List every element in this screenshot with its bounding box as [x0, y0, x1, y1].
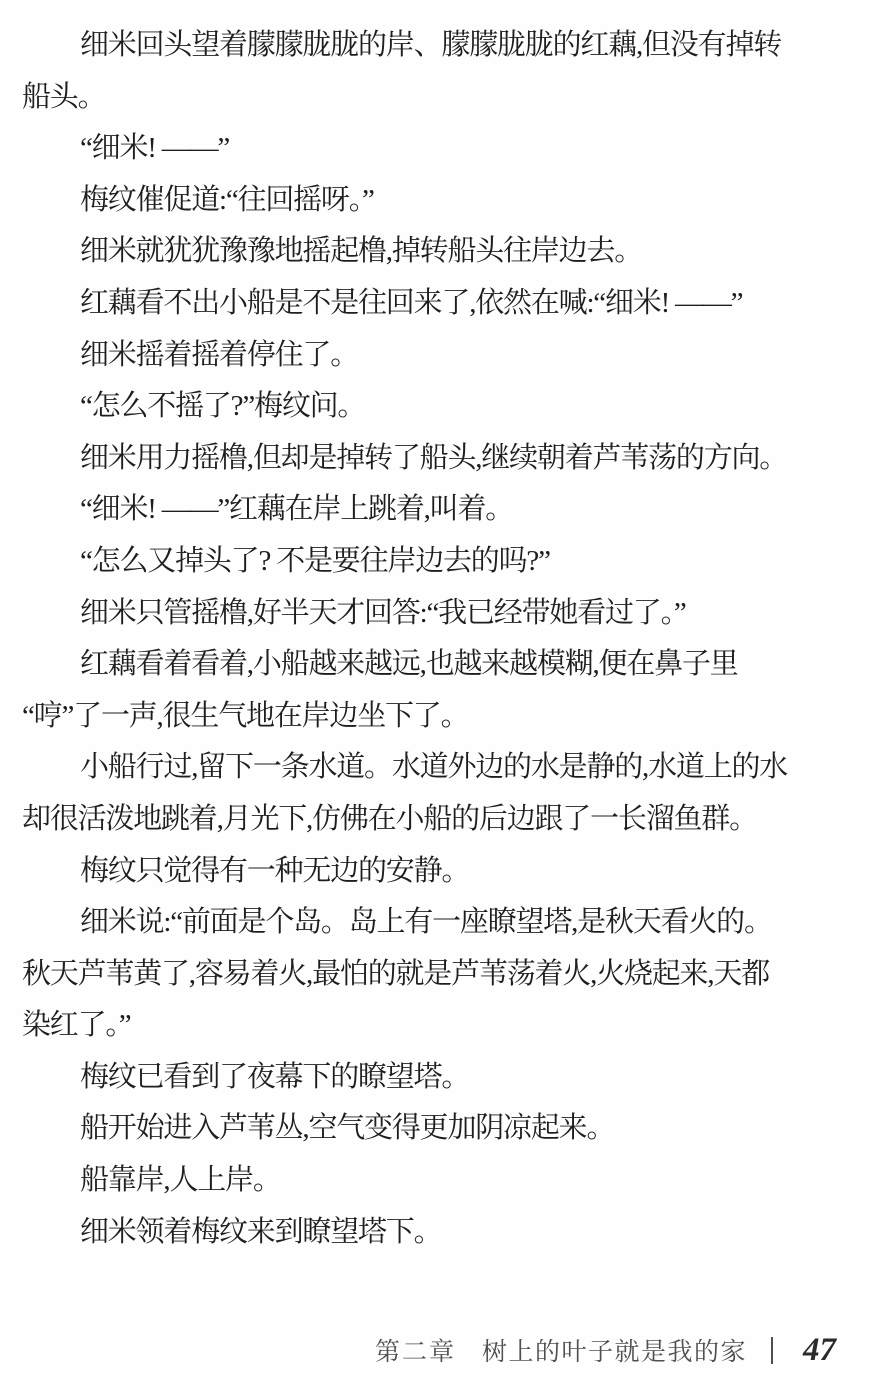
text-line: “怎么又掉头了? 不是要往岸边去的吗?”	[80, 544, 550, 577]
page-footer	[375, 1328, 836, 1372]
text-line: 梅纹只觉得有一种无边的安静。	[80, 854, 470, 887]
text-line: 船头。	[22, 80, 106, 113]
text-line: 细米摇着摇着停住了。	[80, 338, 359, 371]
text-line: “细米! ——”红藕在岸上跳着,叫着。	[80, 493, 514, 526]
page-number: 47	[803, 1331, 836, 1368]
text-line: 却很活泼地跳着,月光下,仿佛在小船的后边跟了一长溜鱼群。	[22, 802, 757, 835]
text-block	[22, 20, 848, 1258]
text-line: 细米就犹犹豫豫地摇起橹,掉转船头往岸边去。	[80, 235, 643, 268]
text-line: 船靠岸,人上岸。	[80, 1164, 281, 1197]
text-line: 梅纹催促道:“往回摇呀。”	[80, 183, 374, 216]
text-line: 染红了。”	[22, 1009, 131, 1042]
text-line: “怎么不摇了?”梅纹问。	[80, 390, 366, 423]
text-line: “细米! ——”	[80, 132, 230, 165]
text-line: 梅纹已看到了夜幕下的瞭望塔。	[80, 1060, 470, 1093]
running-title: 树上的叶子就是我的家	[481, 1338, 747, 1366]
footer-separator-bar	[771, 1337, 773, 1364]
text-line: 小船行过,留下一条水道。水道外边的水是静的,水道上的水	[80, 751, 788, 784]
text-line: 船开始进入芦苇丛,空气变得更加阴凉起来。	[80, 1112, 615, 1145]
text-line: 秋天芦苇黄了,容易着火,最怕的就是芦苇荡着火,火烧起来,天都	[22, 957, 770, 990]
text-line: 细米只管摇橹,好半天才回答:“我已经带她看过了。”	[80, 596, 686, 629]
chapter-label: 第二章	[374, 1338, 456, 1366]
text-line: 红藕看着看着,小船越来越远,也越来越模糊,便在鼻子里	[80, 648, 738, 681]
text-line: 细米说:“前面是个岛。岛上有一座瞭望塔,是秋天看火的。	[80, 906, 772, 939]
text-line: “哼”了一声,很生气地在岸边坐下了。	[22, 699, 469, 732]
text-line: 细米回头望着朦朦胧胧的岸、朦朦胧胧的红藕,但没有掉转	[80, 29, 782, 61]
text-line: 细米用力摇橹,但却是掉转了船头,继续朝着芦苇荡的方向。	[80, 441, 788, 474]
text-line: 红藕看不出小船是不是往回来了,依然在喊:“细米! ——”	[80, 286, 743, 319]
text-line: 细米领着梅纹来到瞭望塔下。	[80, 1215, 442, 1248]
